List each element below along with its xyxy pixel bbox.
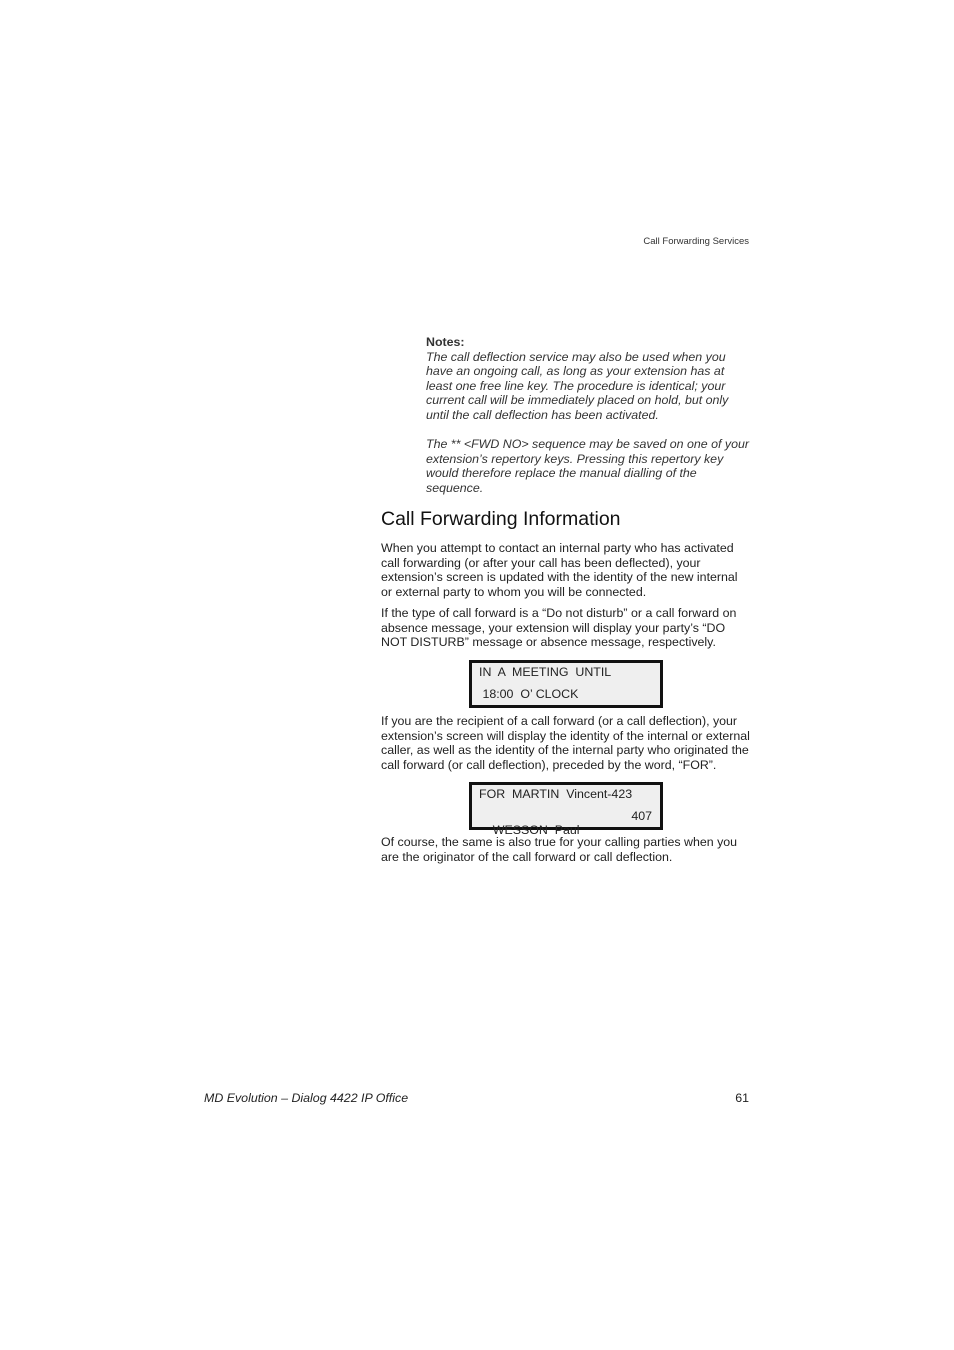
page-number: 61 [735,1091,749,1105]
display-caller-name: WESSON Paul [492,823,580,837]
phone-display-meeting [469,660,663,708]
running-head: Call Forwarding Services [643,236,749,247]
display-caller-extension: 407 [631,809,652,823]
body-paragraph: If you are the recipient of a call forward (or a call deflection), your extension’s screen will display the identity of the internal or external caller, as well as the identity of the internal party who originated the call forward (or call deflection), preceded by the word, “FOR”. [381,714,750,772]
section-title: Call Forwarding Information [381,508,621,530]
display-line-1: IN A MEETING UNTIL [479,665,612,679]
display-line-2 [479,809,652,837]
phone-display-forward [469,782,663,837]
body-paragraph: If the type of call forward is a “Do not disturb” or a call forward on absence message, your extension will display your party’s “DO NOT DISTURB” message or absence message, respectively. [381,606,737,650]
body-paragraph: Of course, the same is also true for your calling parties when you are the originator of the call forward or call deflection. [381,835,738,864]
display-line-2: 18:00 O’ CLOCK [479,687,579,701]
notes-paragraph: The ** <FWD NO> sequence may be saved on one of your extension’s repertory keys. Pressing this repertory key would therefore replace the manual dialling of the sequence. [426,437,750,495]
notes-title: Notes: [426,335,465,349]
notes-paragraph: The call deflection service may also be used when you have an ongoing call, as long as your extension has at least one free line key. The procedure is identical; your current call will be immediately placed on hold, but only until the call deflection has been activated. [426,349,729,422]
body-paragraph: When you attempt to contact an internal party who has activated call forwarding (or after your call has been deflected), your extension’s screen is updated with the identity of the new internal or external party to whom you will be connected. [381,541,738,599]
notes-block [426,335,750,510]
footer-title: MD Evolution – Dialog 4422 IP Office [204,1091,409,1105]
display-line-1: FOR MARTIN Vincent-423 [479,787,633,801]
